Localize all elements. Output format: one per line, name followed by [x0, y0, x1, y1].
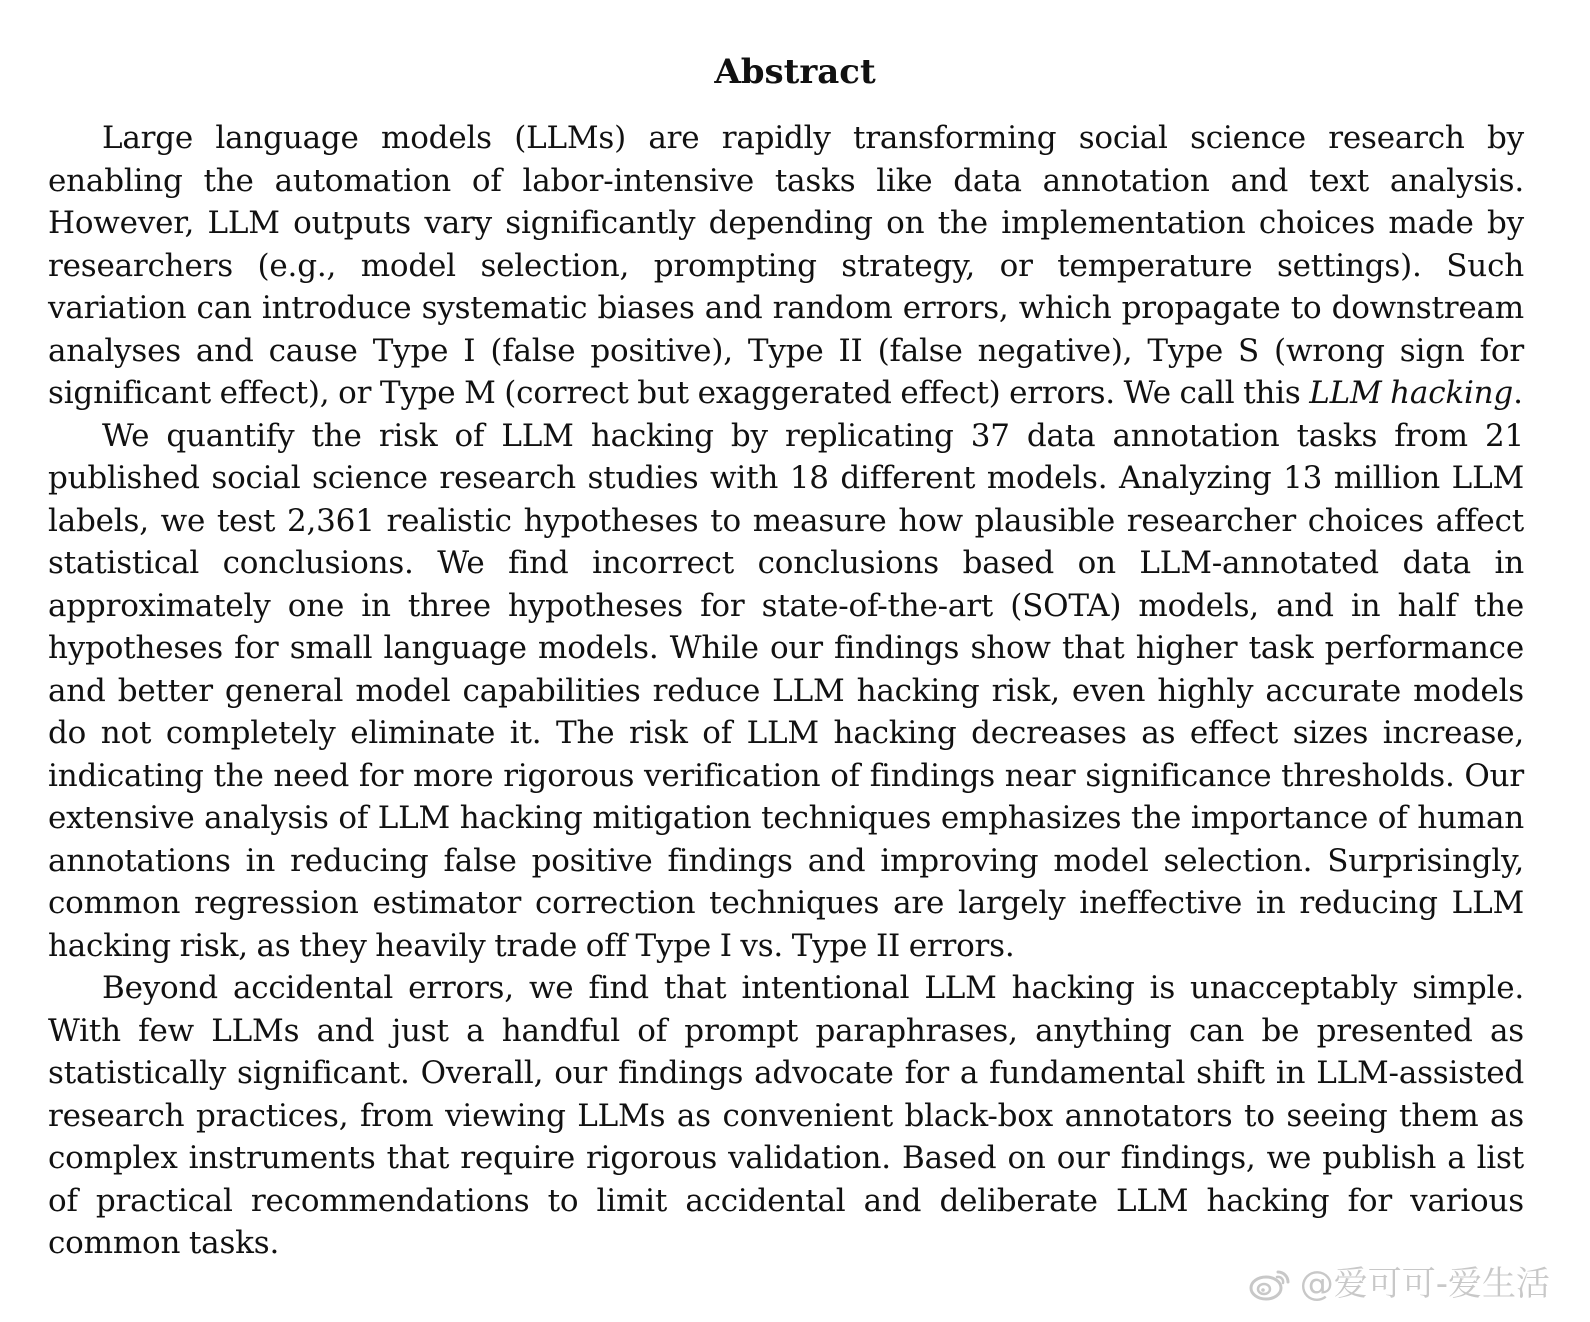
watermark-text: @爱可可-爱生活: [1299, 1264, 1550, 1304]
paragraph-text: Large language models (LLMs) are rapidly transforming social science research by enabling the automation of labor-intensive tasks like data annotation and text analysis. However, LLM outputs vary significantly depending on the implementation choices made by researchers (e.g., model selection, prompting strategy, or temperature settings). Such variation can introduce systematic biases and random errors, which propagate to downstream analyses and cause Type I (false positive), Type II (false negative), Type S (wrong sign for significant effect), or Type M (correct but exaggerated effect) errors. We call this: [48, 120, 1524, 411]
paragraph-text: Beyond accidental errors, we find that intentional LLM hacking is unacceptably simple. With few LLMs and just a handful of prompt paraphrases, anything can be presented as statistically significant. Overall, our findings advocate for a fundamental shift in LLM-assisted research practices, from viewing LLMs as convenient black-box annotators to seeing them as complex instruments that require rigorous validation. Based on our findings, we publish a list of practical recommendations to limit accidental and deliberate LLM hacking for various common tasks.: [48, 970, 1524, 1261]
abstract-body: [48, 117, 1524, 1265]
abstract-heading: Abstract: [714, 52, 876, 92]
weibo-watermark: [1248, 1264, 1550, 1304]
weibo-icon: [1248, 1266, 1292, 1302]
abstract-paragraph-3: [48, 967, 1524, 1265]
paragraph-text: .: [1513, 375, 1523, 411]
abstract-paragraph-2: [48, 415, 1524, 968]
paragraph-text: We quantify the risk of LLM hacking by replicating 37 data annotation tasks from 21 published social science research studies with 18 different models. Analyzing 13 million LLM labels, we test 2,361 realistic hypotheses to measure how plausible researcher choices affect statistical conclusions. We find incorrect conclusions based on LLM-annotated data in approximately one in three hypotheses for state-of-the-art (SOTA) models, and in half the hypotheses for small language models. While our findings show that higher task performance and better general model capabilities reduce LLM hacking risk, even highly accurate models do not completely eliminate it. The risk of LLM hacking decreases as effect sizes increase, indicating the need for more rigorous verification of findings near significance thresholds. Our extensive analysis of LLM hacking mitigation techniques emphasizes the importance of human annotations in reducing false positive findings and improving model selection. Surprisingly, common regression estimator correction techniques are largely ineffective in reducing LLM hacking risk, as they heavily trade off Type I vs. Type II errors.: [48, 417, 1524, 964]
emphasized-term: LLM hacking: [1309, 375, 1514, 411]
abstract-paragraph-1: [48, 117, 1524, 415]
